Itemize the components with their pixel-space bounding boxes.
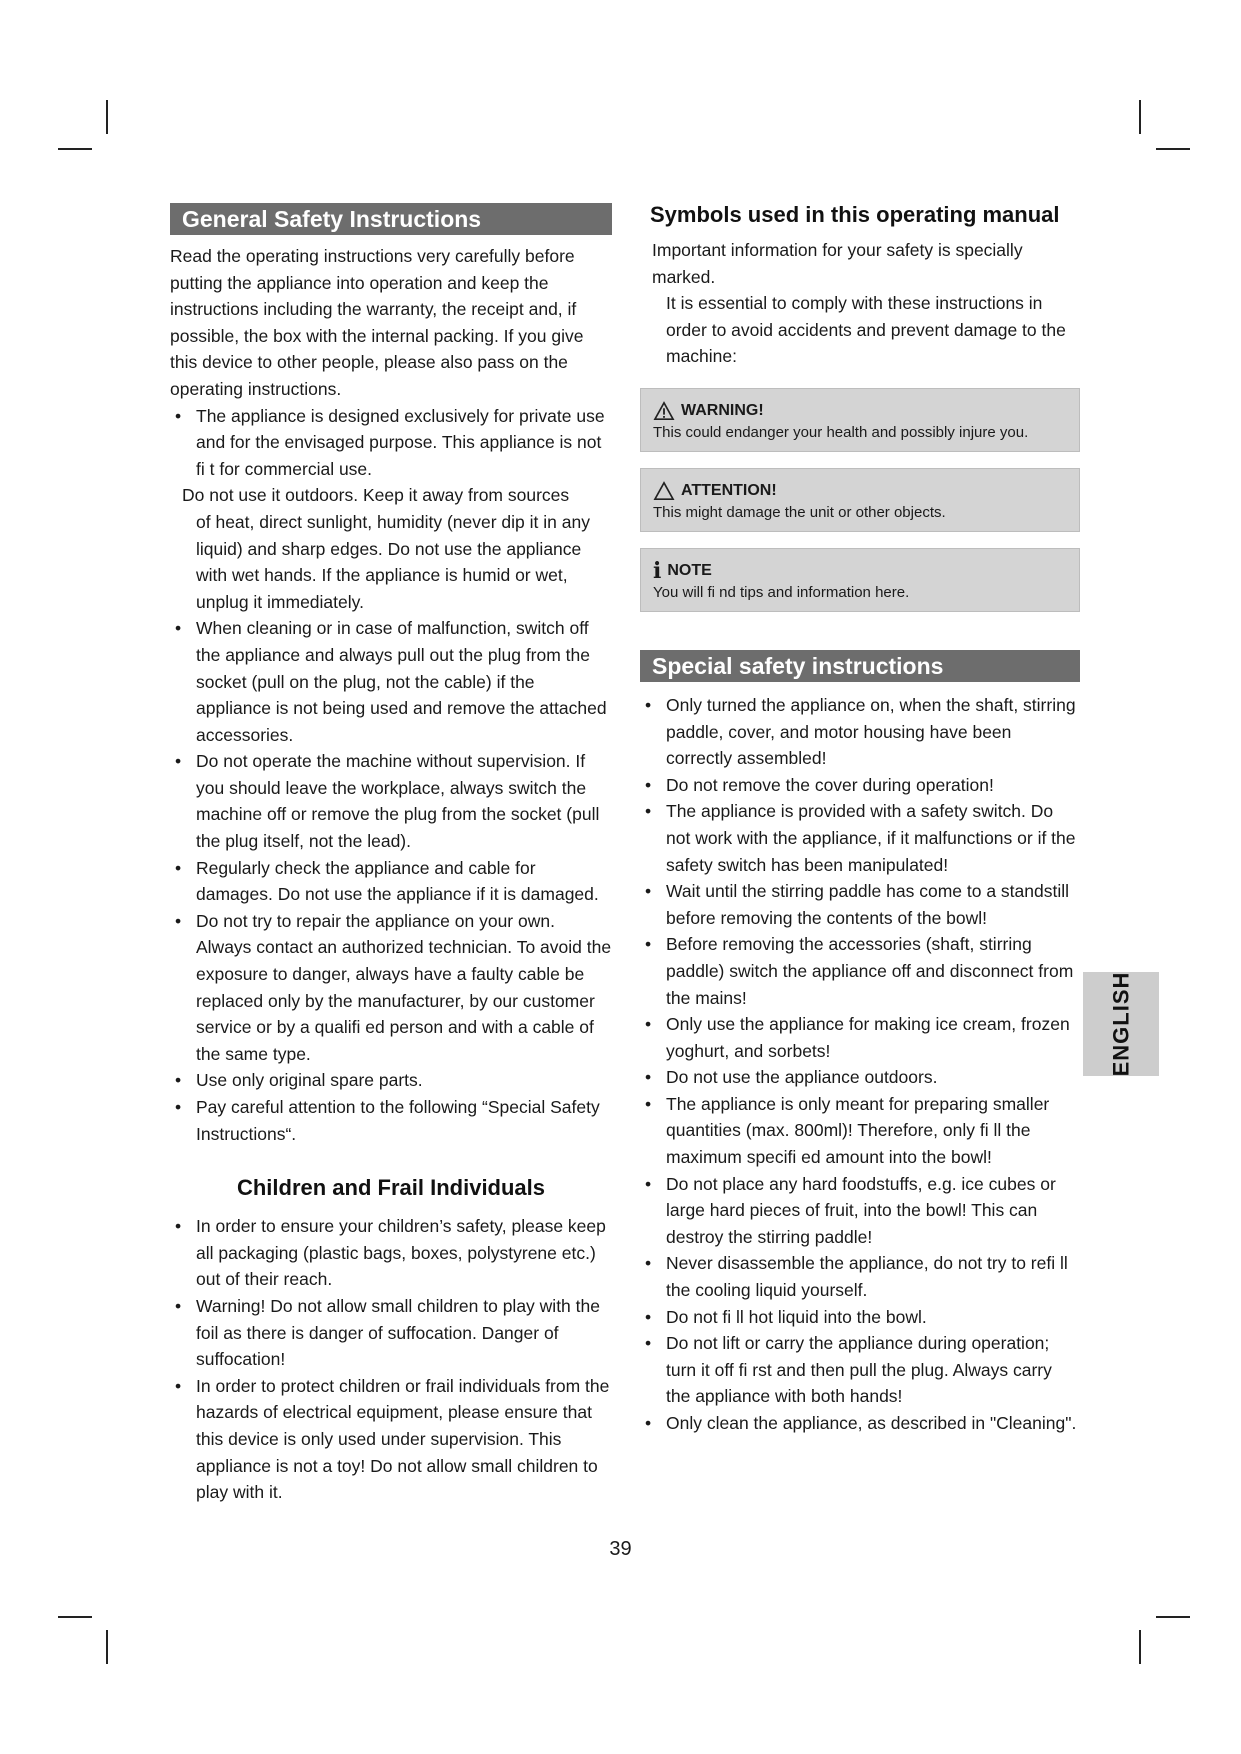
symbols-intro-2: It is essential to comply with these instructions in order to avoid accidents and prevent damage to the machine: [666,293,1066,367]
list-item: • The appliance is provided with a safety switch. Do not work with the appliance, if it malfunctions or if the safety switch has been manipulated! [640,798,1080,878]
list-item: • Do not try to repair the appliance on your own. Always contact an authorized technician. To avoid the exposure to danger, always have a faulty cable be replaced only by the manufacturer, by our customer service or by a qualifi ed person and with a cable of the same type. [170,908,612,1068]
general-safety-heading: General Safety Instructions [170,203,612,235]
list-item: • Only use the appliance for making ice cream, frozen yoghurt, and sorbets! [640,1011,1080,1064]
list-item: • Warning! Do not allow small children to play with the foil as there is danger of suffocation. Danger of suffocation! [170,1293,612,1373]
list-item: • In order to protect children or frail individuals from the hazards of electrical equipment, please ensure that this device is only used under supervision. This appliance is not a toy! Do not allow small children to play with it. [170,1373,612,1506]
note-text: You will fi nd tips and information here. [653,583,910,601]
list-item: • When cleaning or in case of malfunction, switch off the appliance and always pull out the plug from the socket (pull on the plug, not the cable) if the appliance is not being used and remove the attached accessories. [170,615,612,748]
warning-title: WARNING! [681,401,764,419]
special-list [640,692,1080,1437]
outdoor-line: Do not use it outdoors. Keep it away from sources [182,485,570,506]
language-tab [1083,972,1159,1076]
crop-mark [58,148,92,150]
attention-title: ATTENTION! [681,481,777,499]
list-item: • Do not fi ll hot liquid into the bowl. [640,1304,1080,1331]
symbols-intro-1: Important information for your safety is specially marked. [652,240,1023,287]
crop-mark [106,1630,108,1664]
right-column [640,199,1080,1437]
list-item: • The appliance is only meant for preparing smaller quantities (max. 800ml)! Therefore, only fi ll the maximum specifi ed amount into the bowl! [640,1091,1080,1171]
general-intro: Read the operating instructions very carefully before putting the appliance into operation and keep the instructions including the warranty, the receipt and, if possible, the box with the internal packing. If you give this device to other people, please also pass on the operating instructions. [170,246,584,399]
list-item: • Do not remove the cover during operation! [640,772,1080,799]
outdoor-rest: of heat, direct sunlight, humidity (never dip it in any liquid) and sharp edges. Do not use the appliance with wet hands. If the appliance is humid or wet, unplug it immediately. [196,511,590,612]
list-item: • Regularly check the appliance and cable for damages. Do not use the appliance if it is damaged. [170,855,612,908]
list-item: • Do not use the appliance outdoors. [640,1064,1080,1091]
note-box [640,548,1080,612]
info-icon: i [653,557,662,584]
list-item: • Do not place any hard foodstuffs, e.g. ice cubes or large hard pieces of fruit, into the bowl! This can destroy the stirring paddle! [640,1171,1080,1251]
crop-mark [1139,100,1141,134]
list-item: • The appliance is designed exclusively for private use and for the envisaged purpose. This appliance is not fi t for commercial use. [170,403,612,483]
general-list-b [170,615,612,1147]
children-list [170,1213,612,1506]
list-item: • Before removing the accessories (shaft, stirring paddle) switch the appliance off and disconnect from the mains! [640,931,1080,1011]
list-item: • Wait until the stirring paddle has come to a standstill before removing the contents of the bowl! [640,878,1080,931]
list-item: • Do not operate the machine without supervision. If you should leave the workplace, always switch the machine off or remove the plug from the socket (pull the plug itself, not the lead). [170,748,612,854]
language-tab-label: ENGLISH [1108,971,1134,1077]
list-item: • Pay careful attention to the following “Special Safety Instructions“. [170,1094,612,1147]
warning-triangle-icon [653,401,675,421]
crop-mark [1156,148,1190,150]
children-heading: Children and Frail Individuals [236,1175,546,1201]
list-item: • Do not lift or carry the appliance during operation; turn it off fi rst and then pull the plug. Always carry the appliance with both hands! [640,1330,1080,1410]
crop-mark [1139,1630,1141,1664]
list-item: • Only turned the appliance on, when the shaft, stirring paddle, cover, and motor housing have been correctly assembled! [640,692,1080,772]
crop-mark [1156,1616,1190,1618]
warning-box [640,388,1080,452]
attention-triangle-icon [653,481,675,501]
attention-text: This might damage the unit or other objects. [653,503,946,521]
attention-box [640,468,1080,532]
list-item: • Use only original spare parts. [170,1067,612,1094]
warning-text: This could endanger your health and possibly injure you. [653,423,1029,441]
general-list-a [170,403,612,483]
special-safety-heading: Special safety instructions [640,650,1080,682]
page-number: 39 [609,1538,632,1560]
left-column [170,203,612,1506]
list-item: • Only clean the appliance, as described in "Cleaning". [640,1410,1080,1437]
crop-mark [106,100,108,134]
symbols-heading: Symbols used in this operating manual [650,202,1060,227]
list-item: • Never disassemble the appliance, do not try to refi ll the cooling liquid yourself. [640,1250,1080,1303]
crop-mark [58,1616,92,1618]
note-title: NOTE [667,561,712,579]
list-item: • In order to ensure your children’s safety, please keep all packaging (plastic bags, boxes, polystyrene etc.) out of their reach. [170,1213,612,1293]
